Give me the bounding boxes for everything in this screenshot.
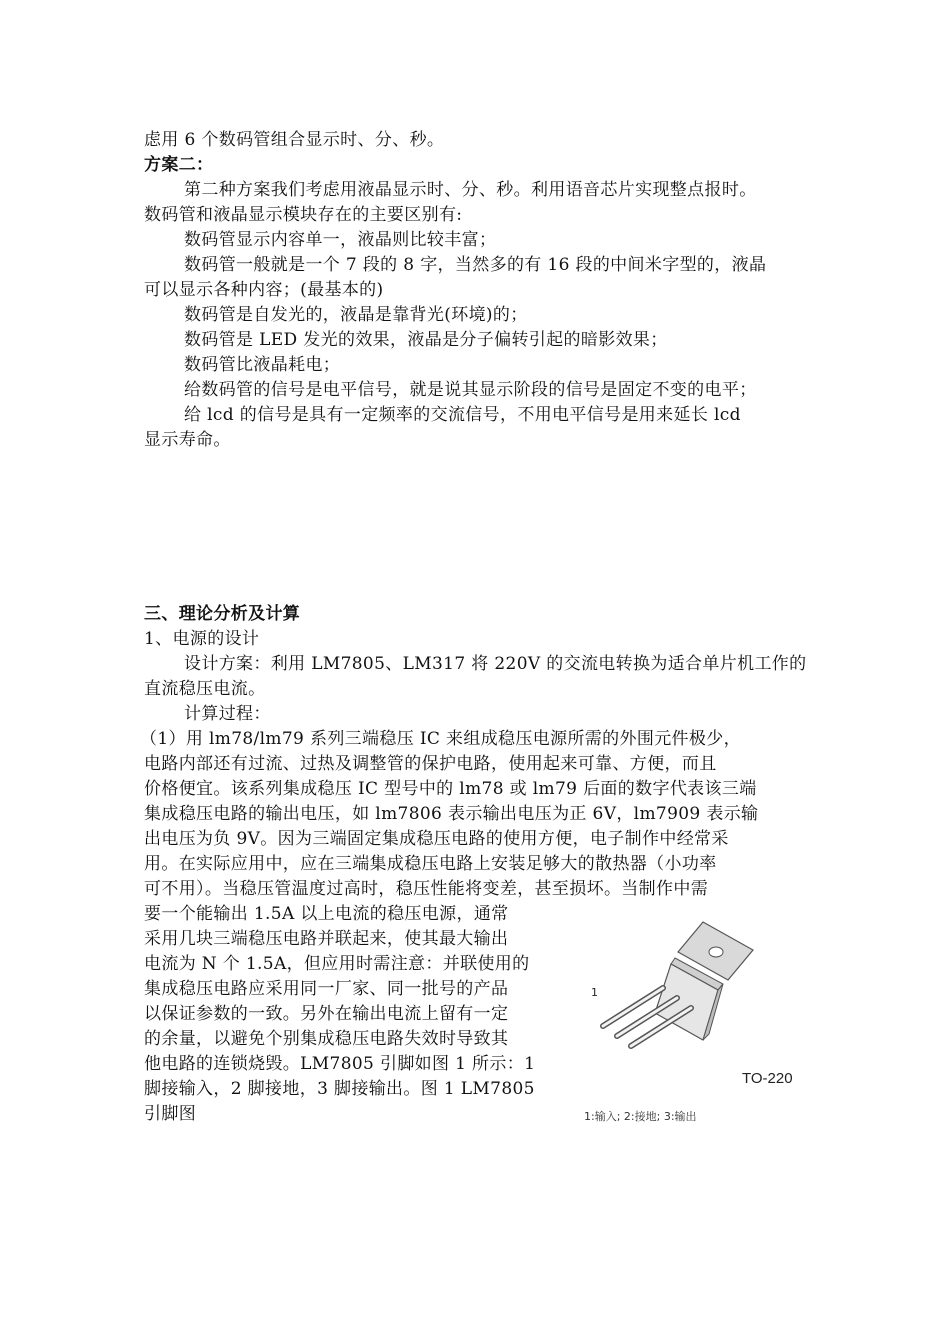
- text-line: 数码管一般就是一个 7 段的 8 字，当然多的有 16 段的中间米字型的，液晶: [184, 255, 767, 275]
- text-line: 电路内部还有过流、过热及调整管的保护电路，使用起来可靠、方便，而且: [144, 754, 717, 774]
- text-line: 直流稳压电流。: [144, 679, 266, 699]
- text-line: 价格便宜。该系列集成稳压 IC 型号中的 lm78 或 lm79 后面的数字代表该三端: [144, 779, 757, 799]
- text-line: 虑用 6 个数码管组合显示时、分、秒。: [144, 130, 445, 150]
- section-heading-plan-two: 方案二：: [144, 155, 214, 175]
- text-line: 数码管比液晶耗电；: [184, 355, 341, 375]
- text-line: 以保证参数的一致。另外在输出电流上留有一定: [144, 1004, 509, 1024]
- lm7805-figure: [583, 910, 813, 1130]
- text-line: 显示寿命。: [144, 430, 231, 450]
- to220-package-image: [583, 910, 813, 1130]
- text-line: 用。在实际应用中，应在三端集成稳压电路上安装足够大的散热器（小功率: [144, 854, 717, 874]
- text-line: 计算过程：: [184, 704, 271, 724]
- text-line: 采用几块三端稳压电路并联起来，使其最大输出: [144, 929, 509, 949]
- text-line: 数码管和液晶显示模块存在的主要区别有:: [144, 205, 463, 225]
- pin-function-caption: 1:输入; 2:接地; 3:输出: [584, 1110, 697, 1123]
- text-line: 可不用）。当稳压管温度过高时，稳压性能将变差，甚至损坏。当制作中需: [144, 879, 709, 899]
- text-line: 数码管是 LED 发光的效果，液晶是分子偏转引起的暗影效果；: [184, 330, 668, 350]
- text-line: 脚接输入，2 脚接地，3 脚接输出。图 1 LM7805: [144, 1079, 535, 1099]
- text-line: （1）用 lm78/lm79 系列三端稳压 IC 来组成稳压电源所需的外围元件极少，: [140, 729, 741, 749]
- text-line: 设计方案：利用 LM7805、LM317 将 220V 的交流电转换为适合单片机工作的: [184, 654, 807, 674]
- subsection-heading-power: 1、电源的设计: [144, 629, 260, 649]
- text-line: 数码管是自发光的，液晶是靠背光(环境)的；: [184, 305, 528, 325]
- text-line: 出电压为负 9V。因为三端固定集成稳压电路的使用方便，电子制作中经常采: [144, 829, 729, 849]
- text-line: 他电路的连锁烧毁。LM7805 引脚如图 1 所示：1: [144, 1054, 536, 1074]
- text-line: 第二种方案我们考虑用液晶显示时、分、秒。利用语音芯片实现整点报时。: [184, 180, 757, 200]
- text-line: 给 lcd 的信号是具有一定频率的交流信号，不用电平信号是用来延长 lcd: [184, 405, 741, 425]
- text-line: 集成稳压电路应采用同一厂家、同一批号的产品: [144, 979, 509, 999]
- text-line: 可以显示各种内容；(最基本的): [144, 280, 384, 300]
- text-line: 的余量，以避免个别集成稳压电路失效时导致其: [144, 1029, 509, 1049]
- text-line: 要一个能输出 1.5A 以上电流的稳压电源，通常: [144, 904, 509, 924]
- text-line: 集成稳压电路的输出电压，如 lm7806 表示输出电压为正 6V，lm7909 表示输: [144, 804, 759, 824]
- text-line: 电流为 N 个 1.5A，但应用时需注意：并联使用的: [144, 954, 530, 974]
- package-label: TO-220: [742, 1070, 793, 1087]
- pin-one-label: 1: [591, 986, 598, 999]
- text-line: 数码管显示内容单一，液晶则比较丰富；: [184, 230, 497, 250]
- text-line: 引脚图: [144, 1104, 197, 1124]
- text-line: 给数码管的信号是电平信号，就是说其显示阶段的信号是固定不变的电平；: [184, 380, 757, 400]
- chapter-heading-theory: 三、理论分析及计算: [144, 604, 301, 624]
